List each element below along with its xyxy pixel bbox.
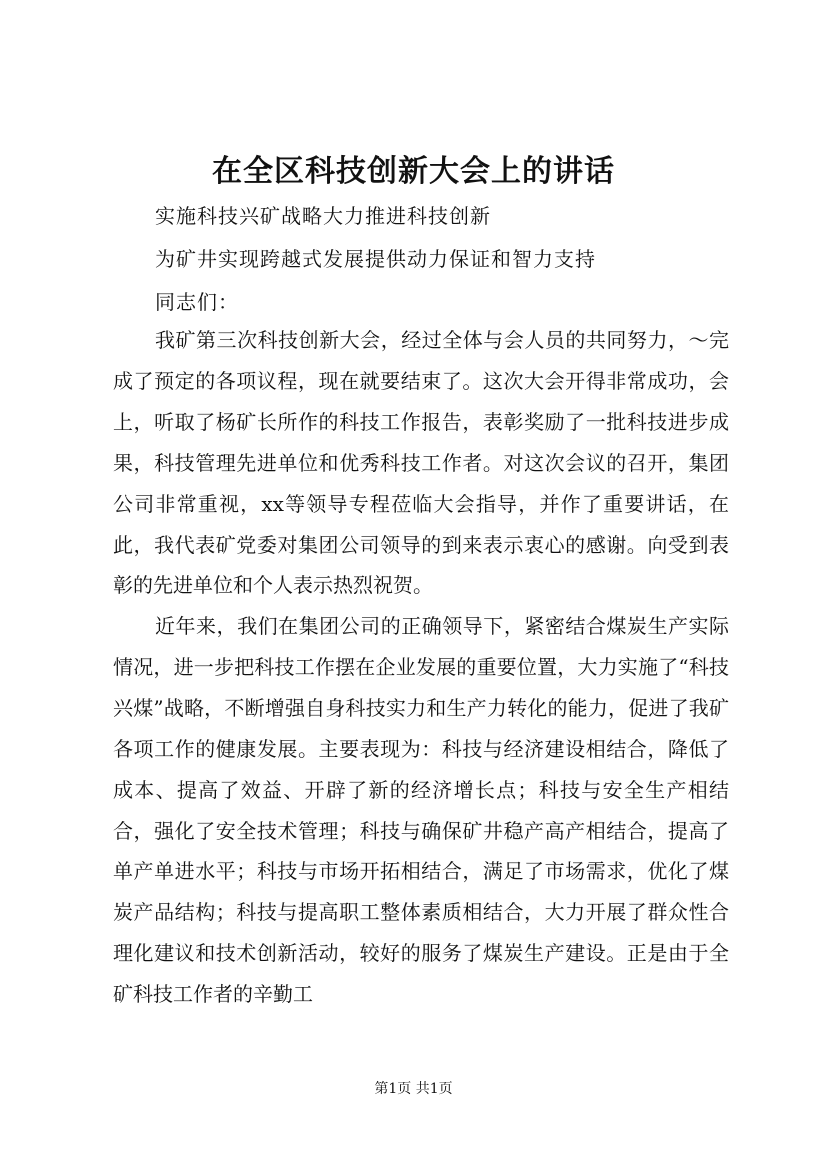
- body-paragraph-2-block: [113, 606, 729, 1015]
- page-footer: 第1页 共1页: [374, 1081, 453, 1097]
- body-paragraph-1-block: [113, 320, 729, 606]
- body-paragraph-1: 我矿第三次科技创新大会，经过全体与会人员的共同努力，～完成了预定的各项议程，现在就要结束了。这次大会开得非常成功，会上，听取了杨矿长所作的科技工作报告，表彰奖励了一批科技进步成果，科技管理先进单位和优秀科技工作者。对这次会议的召开，集团公司非常重视，xx等领导专程莅临大会指导，并作了重要讲话，在此，我代表矿党委对集团公司领导的到来表示衷心的感谢。向受到表彰的先进单位和个人表示热烈祝贺。: [113, 328, 729, 598]
- body-paragraph-2: 近年来，我们在集团公司的正确领导下，紧密结合煤炭生产实际情况，进一步把科技工作摆在企业发展的重要位置，大力实施了“科技兴煤”战略，不断增强自身科技实力和生产力转化的能力，促进了我矿各项工作的健康发展。主要表现为：科技与经济建设相结合，降低了成本、提高了效益、开辟了新的经济增长点；科技与安全生产相结合，强化了安全技术管理；科技与确保矿井稳产高产相结合，提高了单产单进水平；科技与市场开拓相结合，满足了市场需求，优化了煤炭产品结构；科技与提高职工整体素质相结合，大力开展了群众性合理化建议和技术创新活动，较好的服务了煤炭生产建设。正是由于全矿科技工作者的辛勤工: [113, 614, 729, 1007]
- subtitle-2: 为矿井实现跨越式发展提供动力保证和智力支持: [155, 247, 596, 271]
- document-title: 在全区科技创新大会上的讲话: [212, 154, 615, 189]
- greeting: 同志们：: [155, 290, 239, 314]
- subtitle-1: 实施科技兴矿战略大力推进科技创新: [155, 204, 491, 228]
